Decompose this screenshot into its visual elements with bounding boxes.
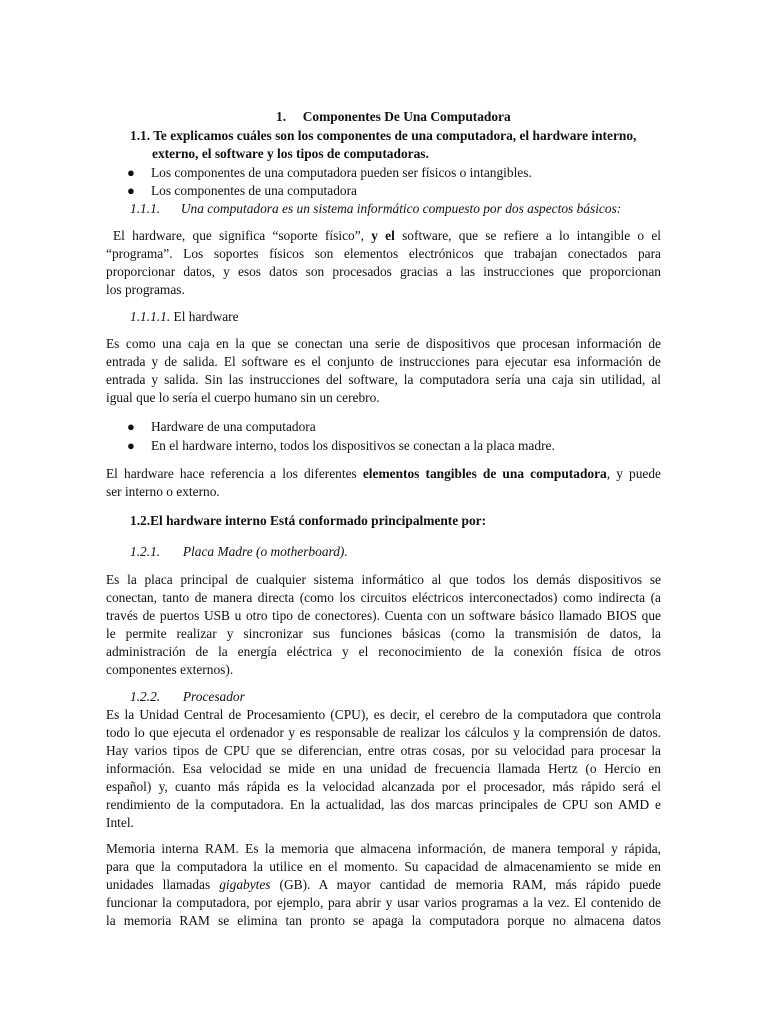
para-placa-line-6: componentes externos). — [106, 662, 234, 677]
para-hw-sw-line-1 — [113, 227, 661, 245]
heading-1-2-1 — [130, 543, 348, 561]
para-cpu-line-6: rendimiento de la computadora. En la actualidad, las dos marcas principales de CPU son AMD e — [106, 797, 661, 812]
heading-1-1-1-1-number: 1.1.1.1. — [130, 309, 171, 324]
para-hw-sw-line-4: los programas. — [106, 282, 185, 297]
para-ram-line-1: Memoria interna RAM. Es la memoria que almacena información, de manera temporal y rápida, — [106, 841, 661, 856]
para-ram-line-3 — [106, 876, 661, 894]
para-ram-line-4: funcionar la computadora, por ejemplo, para abrir y usar varios programas a la vez. El contenido de — [106, 895, 661, 910]
para-tangibles-line-2: ser interno o externo. — [106, 484, 220, 499]
para-hw-sw-line-3: proporcionar datos, y esos datos son procesados gracias a las instrucciones que proporcionan — [106, 264, 661, 279]
para-hw-sw-line-2: “programa”. Los soportes físicos son elementos electrónicos que trabajan conectados para — [106, 246, 661, 261]
heading-1-1-1-1 — [130, 308, 239, 326]
para-placa-line-4: le permite realizar y sincronizar sus funciones básicas (como la transmisión de datos, la — [106, 626, 661, 641]
heading-1-2-1-number: 1.2.1. — [130, 544, 161, 559]
heading-1-1-1 — [130, 200, 621, 218]
para-cpu-line-2: todo lo que ejecuta el ordenador y es responsable de realizar los cálculos y la comprensión de datos. — [106, 725, 661, 740]
bullet-2-2: En el hardware interno, todos los dispositivos se conectan a la placa madre. — [151, 438, 555, 453]
heading-1-2-2-text: Procesador — [182, 689, 245, 704]
text-run: , y puede — [606, 466, 661, 481]
bullet-icon: ● — [127, 438, 135, 453]
heading-1-number: 1. — [276, 109, 287, 124]
heading-1-text: Componentes De Una Computadora — [302, 109, 511, 124]
heading-1-1-1-number: 1.1.1. — [130, 201, 161, 216]
para-caja-line-1: Es como una caja en la que se conectan una serie de dispositivos que procesan información de — [106, 336, 661, 351]
text-run: software, que se refiere a lo intangible o el — [402, 228, 661, 243]
bullet-icon: ● — [127, 183, 135, 198]
para-cpu-line-7: Intel. — [106, 815, 134, 830]
para-ram-line-2: para que la computadora la utilice en el momento. Su capacidad de almacenamiento se mide en — [106, 859, 661, 874]
para-cpu-line-5: español) y, cuanto más rápida es la velocidad alcanzada por el procesador, más rápido será el — [106, 779, 661, 794]
text-run: unidades llamadas — [106, 877, 211, 892]
para-tangibles-line-1 — [106, 465, 661, 483]
heading-1-1-1-1-text: El hardware — [173, 309, 239, 324]
para-placa-line-1: Es la placa principal de cualquier sistema informático al que todos los demás dispositivos se — [106, 572, 661, 587]
para-placa-line-5: administración de la energía eléctrica y el reconocimiento de la conexión física de otros — [106, 644, 661, 659]
bullet-1-1: Los componentes de una computadora pueden ser físicos o intangibles. — [151, 165, 532, 180]
para-cpu-line-1: Es la Unidad Central de Procesamiento (CPU), es decir, el cerebro de la computadora que controla — [106, 707, 661, 722]
heading-1-1-line-1: Te explicamos cuáles son los componentes de una computadora, el hardware interno, — [153, 128, 637, 143]
para-placa-line-2: conectan, tanto de manera directa (como los circuitos eléctricos interconectados) como indirecta (a — [106, 590, 661, 605]
bullet-2-1: Hardware de una computadora — [151, 419, 316, 434]
text-run: El hardware, que significa “soporte físico”, — [113, 228, 365, 243]
heading-1-1-line-2: externo, el software y los tipos de computadoras. — [152, 146, 429, 161]
heading-1-2-1-text: Placa Madre (o motherboard). — [182, 544, 348, 559]
text-run: (GB). A mayor cantidad de memoria RAM, más rápido puede — [279, 877, 661, 892]
text-run: El hardware hace referencia a los diferentes — [106, 466, 357, 481]
para-ram-line-5: la memoria RAM se elimina tan pronto se apaga la computadora porque no almacena datos — [106, 913, 661, 928]
heading-1-2-text: El hardware interno Está conformado principalmente por: — [150, 513, 487, 528]
para-cpu-line-3: Hay varios tipos de CPU que se diferencian, entre otras cosas, por su velocidad para procesar la — [106, 743, 661, 758]
text-run-italic: gigabytes — [219, 877, 271, 892]
heading-1-2-2-number: 1.2.2. — [130, 689, 161, 704]
bullet-1-2: Los componentes de una computadora — [151, 183, 358, 198]
text-run-bold: elementos tangibles de una computadora — [362, 466, 607, 481]
heading-1 — [276, 108, 511, 126]
bullet-icon: ● — [127, 165, 135, 180]
heading-1-2-number: 1.2. — [130, 513, 151, 528]
heading-1-2-2 — [130, 688, 245, 706]
bullet-icon: ● — [127, 419, 135, 434]
para-cpu-line-4: información. Esa velocidad se mide en una unidad de frecuencia llamada Hertz (o Hercio en — [106, 761, 661, 776]
para-caja-line-2: entrada y de salida. El software es el conjunto de instrucciones para ejecutar esa información de — [106, 354, 661, 369]
heading-1-2 — [130, 512, 486, 530]
heading-1-1-number: 1.1. — [130, 128, 151, 143]
heading-1-1 — [130, 127, 636, 145]
para-placa-line-3: través de puertos USB u otro tipo de conectores). Cuenta con un software básico llamado BIOS que — [106, 608, 661, 623]
para-caja-line-3: entrada y salida. Sin las instrucciones del software, la computadora sería una caja sin utilidad, al — [106, 372, 661, 387]
text-run-bold: y el — [371, 228, 395, 243]
heading-1-1-1-text: Una computadora es un sistema informático compuesto por dos aspectos básicos: — [180, 201, 622, 216]
para-caja-line-4: igual que lo sería el cuerpo humano sin un cerebro. — [106, 390, 380, 405]
